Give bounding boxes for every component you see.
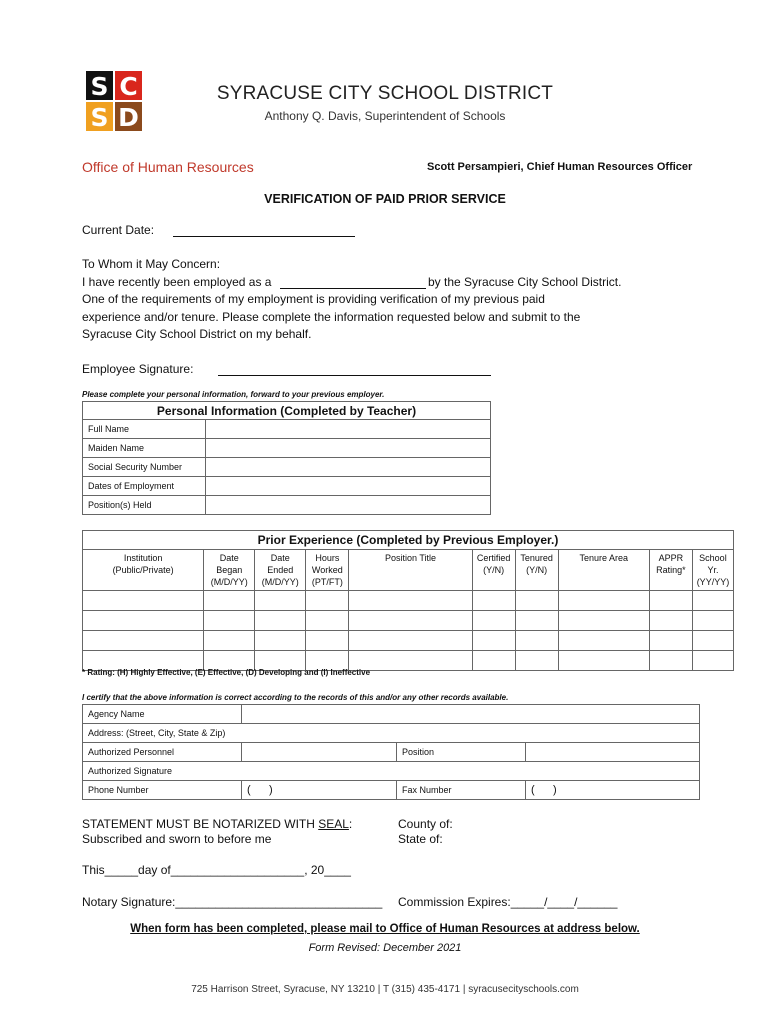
notary-signature-field[interactable]: Notary Signature:_______________________________: [82, 895, 383, 909]
table-row: [83, 477, 491, 496]
notary-statement: [82, 817, 352, 831]
commission-expires-field[interactable]: Commission Expires:_____/____/______: [398, 895, 618, 909]
field-label: Position(s) Held: [83, 496, 206, 515]
field-label: Social Security Number: [83, 458, 206, 477]
form-title: VERIFICATION OF PAID PRIOR SERVICE: [264, 192, 506, 206]
table-row: [83, 439, 491, 458]
col-hours-worked: Hours Worked (PT/FT): [306, 550, 349, 591]
table-row: [83, 458, 491, 477]
position-label: Position: [397, 743, 526, 762]
logo-letter-2: C: [119, 72, 138, 101]
phone-number-input[interactable]: ( ): [242, 781, 397, 800]
body-line2: One of the requirements of my employment is providing verification of my previous paid: [82, 292, 545, 306]
prior-experience-title: Prior Experience (Completed by Previous Employer.): [83, 531, 734, 550]
state-label: State of:: [398, 832, 443, 846]
col-tenured: Tenured (Y/N): [515, 550, 558, 591]
table-row: [83, 631, 734, 651]
table-row: [83, 705, 700, 724]
personal-info-table: [82, 401, 491, 515]
footer-address: 725 Harrison Street, Syracuse, NY 13210 | T (315) 435-4171 | syracusecityschools.com: [191, 984, 579, 995]
field-label: Maiden Name: [83, 439, 206, 458]
personal-info-title: Personal Information (Completed by Teacher): [83, 402, 491, 420]
county-label: County of:: [398, 817, 453, 831]
instruction-text: Please complete your personal information, forward to your previous employer.: [82, 390, 385, 399]
current-date-label: Current Date:: [82, 223, 155, 237]
table-row: [83, 611, 734, 631]
position-input-agency[interactable]: [526, 743, 700, 762]
col-institution: Institution (Public/Private): [83, 550, 204, 591]
agency-table: [82, 704, 700, 800]
logo-letter-4: D: [118, 103, 139, 131]
col-school-year: School Yr. (YY/YY): [692, 550, 733, 591]
body-line1-b: by the Syracuse City School District.: [428, 275, 622, 289]
this-day-field[interactable]: This_____day of____________________, 20____: [82, 863, 351, 877]
authorized-personnel-label: Authorized Personnel: [83, 743, 242, 762]
full-name-input[interactable]: [206, 420, 491, 439]
district-name: SYRACUSE CITY SCHOOL DISTRICT: [216, 83, 554, 104]
authorized-personnel-input[interactable]: [242, 743, 397, 762]
field-label: Full Name: [83, 420, 206, 439]
address-label: Address: (Street, City, State & Zip): [83, 724, 700, 743]
subscribed-text: Subscribed and sworn to before me: [82, 832, 272, 846]
table-row: [83, 496, 491, 515]
position-input[interactable]: [280, 275, 426, 289]
fax-number-input[interactable]: ( ): [526, 781, 700, 800]
col-date-began: Date Began (M/D/YY): [204, 550, 255, 591]
greeting: To Whom it May Concern:: [82, 257, 221, 271]
body-line4: Syracuse City School District on my behalf.: [82, 327, 312, 341]
certification-statement: I certify that the above information is correct according to the records of this and/or any other records available.: [82, 693, 509, 702]
notary-seal: SEAL: [318, 817, 349, 831]
table-row: [83, 591, 734, 611]
col-date-ended: Date Ended (M/D/YY): [255, 550, 306, 591]
logo-letter-3: S: [90, 103, 109, 131]
form-revised: Form Revised: December 2021: [308, 942, 462, 954]
body-line3: experience and/or tenure. Please complete the information requested below and submit to the: [82, 310, 581, 324]
employee-signature-input[interactable]: [218, 362, 491, 376]
col-tenure-area: Tenure Area: [558, 550, 649, 591]
table-row: [83, 762, 700, 781]
body-line1-a: I have recently been employed as a: [82, 275, 272, 289]
notary-statement-a: STATEMENT MUST BE NOTARIZED WITH: [82, 817, 319, 831]
notary-statement-b: :: [348, 817, 353, 831]
positions-held-input[interactable]: [206, 496, 491, 515]
employee-signature-label: Employee Signature:: [82, 362, 194, 376]
phone-number-label: Phone Number: [83, 781, 242, 800]
mail-instruction: When form has been completed, please mail to Office of Human Resources at address below.: [130, 923, 640, 935]
current-date-input[interactable]: [173, 223, 355, 237]
rating-footnote: * Rating: (H) Highly Effective, (E) Effective, (D) Developing and (I) Ineffective: [82, 668, 371, 677]
agency-name-label: Agency Name: [83, 705, 242, 724]
maiden-name-input[interactable]: [206, 439, 491, 458]
superintendent: Anthony Q. Davis, Superintendent of Schools: [264, 109, 506, 123]
table-row: [83, 724, 700, 743]
office-name: Office of Human Resources: [82, 159, 254, 175]
agency-name-input[interactable]: [242, 705, 700, 724]
prior-experience-table: [82, 530, 734, 671]
col-position-title: Position Title: [349, 550, 472, 591]
table-row: [83, 420, 491, 439]
ssn-input[interactable]: [206, 458, 491, 477]
col-certified: Certified (Y/N): [472, 550, 515, 591]
fax-number-label: Fax Number: [397, 781, 526, 800]
table-row: [83, 781, 700, 800]
field-label: Dates of Employment: [83, 477, 206, 496]
authorized-signature-label: Authorized Signature: [83, 762, 700, 781]
col-appr-rating: APPR Rating*: [649, 550, 692, 591]
logo-letter-1: S: [90, 72, 109, 101]
officer-name: Scott Persampieri, Chief Human Resources Officer: [427, 161, 693, 173]
dates-of-employment-input[interactable]: [206, 477, 491, 496]
table-row: [83, 743, 700, 762]
